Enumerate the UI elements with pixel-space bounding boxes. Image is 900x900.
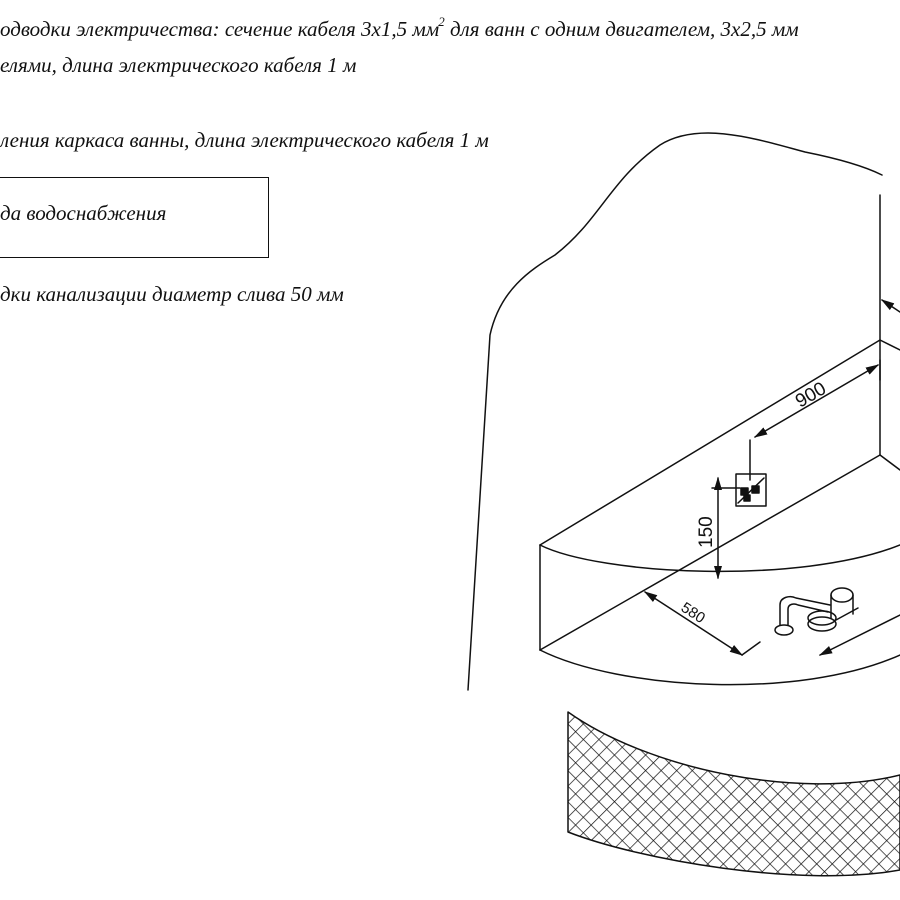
squared-superscript: 2 bbox=[438, 14, 445, 29]
front-panel bbox=[568, 712, 900, 876]
dim-wall-line bbox=[882, 300, 900, 312]
socket-terminal-2 bbox=[752, 486, 759, 493]
floor-side-line bbox=[880, 455, 900, 470]
tub-side-edge bbox=[880, 340, 900, 350]
socket-terminal-1 bbox=[741, 488, 748, 495]
drain-siphon bbox=[775, 588, 858, 635]
dim-900-text: 900 bbox=[792, 378, 830, 413]
dim-580-text: 580 bbox=[677, 599, 709, 627]
floor-back-line bbox=[540, 455, 880, 650]
tub-bottom-front-arc bbox=[540, 650, 900, 685]
water-supply-label: да водоснабжения bbox=[0, 201, 167, 225]
dim-right-line bbox=[820, 615, 900, 655]
wall-break-outline bbox=[468, 133, 882, 690]
sewage-requirement: дки канализации диаметр слива 50 мм bbox=[0, 282, 344, 306]
tub-top-front-arc bbox=[540, 545, 900, 571]
tub-back-edge bbox=[540, 340, 880, 545]
socket-terminal-3 bbox=[744, 495, 750, 501]
electric-text-part-a: одводки электричества: сечение кабеля 3х1,5 мм bbox=[0, 17, 440, 41]
electric-requirement-line-2: елями, длина электрического кабеля 1 м bbox=[0, 53, 357, 77]
grounding-requirement: ления каркаса ванны, длина электрического кабеля 1 м bbox=[0, 128, 489, 152]
dim-580-extension bbox=[742, 642, 760, 655]
dim-150-text: 150 bbox=[696, 516, 717, 548]
electric-text-part-b: для ванн с одним двигателем, 3х2,5 мм bbox=[444, 17, 799, 41]
